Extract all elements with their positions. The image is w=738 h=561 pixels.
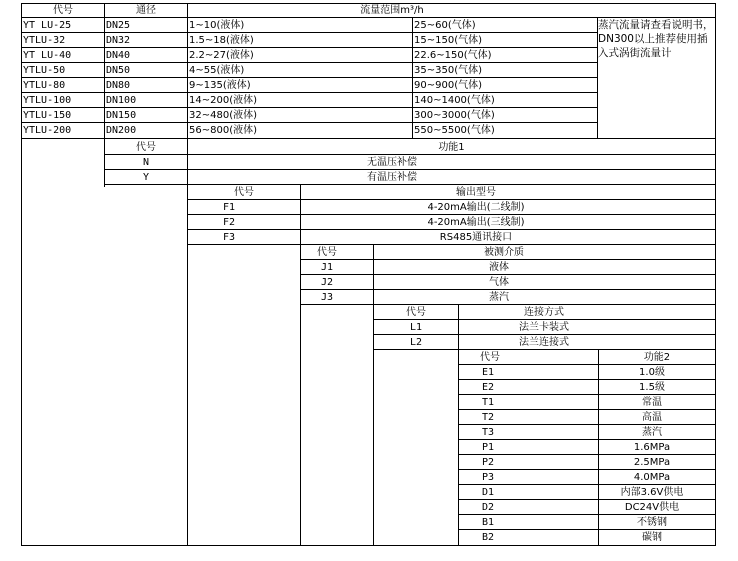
function1-code-header: 代号 bbox=[136, 142, 156, 153]
grid-line bbox=[21, 32, 598, 33]
grid-line bbox=[458, 364, 716, 365]
function2-desc: 常温 bbox=[642, 397, 662, 408]
function2-code: B2 bbox=[481, 532, 495, 543]
medium-desc: 气体 bbox=[489, 277, 509, 288]
bore-value: DN40 bbox=[106, 50, 131, 61]
liquid-range: 32~480(液体) bbox=[189, 110, 257, 121]
liquid-range: 1~10(液体) bbox=[189, 20, 245, 31]
function1-desc: 无温压补偿 bbox=[367, 157, 417, 168]
function2-code-header: 代号 bbox=[480, 352, 500, 363]
function2-desc: 1.5级 bbox=[639, 382, 665, 393]
medium-desc: 液体 bbox=[489, 262, 509, 273]
grid-line bbox=[21, 77, 598, 78]
grid-line bbox=[458, 394, 716, 395]
connection-header: 连接方式 bbox=[524, 307, 564, 318]
grid-line bbox=[21, 62, 598, 63]
function2-desc: DC24V供电 bbox=[624, 502, 680, 513]
output-code: F3 bbox=[222, 232, 236, 243]
function2-desc: 碳钢 bbox=[642, 532, 662, 543]
table-border bbox=[21, 545, 716, 546]
grid-line bbox=[458, 484, 716, 485]
model-code: YTLU-150 bbox=[23, 110, 72, 121]
bore-value: DN25 bbox=[106, 20, 131, 31]
function2-code: E1 bbox=[481, 367, 495, 378]
medium-code: J3 bbox=[320, 292, 334, 303]
header-flow-range: 流量范围m³/h bbox=[360, 5, 424, 16]
grid-line bbox=[104, 184, 716, 185]
grid-line bbox=[597, 17, 598, 139]
function2-desc: 2.5MPa bbox=[633, 457, 671, 468]
grid-line bbox=[21, 138, 716, 139]
function2-desc: 不锈钢 bbox=[637, 517, 667, 528]
grid-line bbox=[458, 499, 716, 500]
grid-line bbox=[458, 454, 716, 455]
function2-desc: 内部3.6V供电 bbox=[620, 487, 684, 498]
grid-line bbox=[21, 92, 598, 93]
grid-line bbox=[104, 154, 716, 155]
function2-header: 功能2 bbox=[643, 352, 671, 363]
model-code: YTLU-100 bbox=[23, 95, 72, 106]
function1-code: N bbox=[142, 157, 150, 168]
grid-line bbox=[300, 184, 301, 546]
grid-line bbox=[21, 47, 598, 48]
function2-code: T2 bbox=[481, 412, 495, 423]
grid-line bbox=[187, 214, 716, 215]
grid-line bbox=[104, 169, 716, 170]
function2-desc: 高温 bbox=[642, 412, 662, 423]
gas-range: 25~60(气体) bbox=[414, 20, 476, 31]
gas-range: 550~5500(气体) bbox=[414, 125, 495, 136]
medium-code: J1 bbox=[320, 262, 334, 273]
grid-line bbox=[373, 334, 716, 335]
bore-value: DN100 bbox=[106, 95, 137, 106]
output-header: 输出型号 bbox=[456, 187, 496, 198]
gas-range: 140~1400(气体) bbox=[414, 95, 495, 106]
output-code-header: 代号 bbox=[234, 187, 254, 198]
function2-code: E2 bbox=[481, 382, 495, 393]
bore-value: DN50 bbox=[106, 65, 131, 76]
grid-line bbox=[300, 304, 716, 305]
grid-line bbox=[300, 259, 716, 260]
grid-line bbox=[300, 289, 716, 290]
function2-desc: 1.0级 bbox=[639, 367, 665, 378]
bore-value: DN200 bbox=[106, 125, 137, 136]
grid-line bbox=[187, 199, 716, 200]
grid-line bbox=[412, 17, 413, 139]
liquid-range: 1.5~18(液体) bbox=[189, 35, 254, 46]
function2-desc: 1.6MPa bbox=[633, 442, 671, 453]
function2-desc: 蒸汽 bbox=[642, 427, 662, 438]
connection-code: L2 bbox=[409, 337, 423, 348]
model-code: YT LU-40 bbox=[23, 50, 72, 61]
function2-code: P1 bbox=[481, 442, 495, 453]
model-code: YTLU-200 bbox=[23, 125, 72, 136]
gas-range: 300~3000(气体) bbox=[414, 110, 495, 121]
connection-desc: 法兰连接式 bbox=[519, 337, 569, 348]
grid-line bbox=[21, 122, 598, 123]
function2-code: T1 bbox=[481, 397, 495, 408]
function2-code: D2 bbox=[481, 502, 495, 513]
table-border bbox=[21, 3, 716, 4]
bore-value: DN80 bbox=[106, 80, 131, 91]
grid-line bbox=[187, 244, 716, 245]
bore-value: DN32 bbox=[106, 35, 131, 46]
output-desc: 4-20mA输出(三线制) bbox=[427, 217, 525, 228]
grid-line bbox=[187, 229, 716, 230]
output-desc: RS485通讯接口 bbox=[439, 232, 513, 243]
medium-code: J2 bbox=[320, 277, 334, 288]
grid-line bbox=[458, 439, 716, 440]
gas-range: 15~150(气体) bbox=[414, 35, 482, 46]
grid-line bbox=[458, 409, 716, 410]
liquid-range: 56~800(液体) bbox=[189, 125, 257, 136]
function2-code: B1 bbox=[481, 517, 495, 528]
grid-line bbox=[104, 3, 105, 187]
header-bore: 通径 bbox=[136, 5, 156, 16]
grid-line bbox=[458, 469, 716, 470]
function2-code: T3 bbox=[481, 427, 495, 438]
grid-line bbox=[458, 379, 716, 380]
gas-range: 90~900(气体) bbox=[414, 80, 482, 91]
connection-code: L1 bbox=[409, 322, 423, 333]
grid-line bbox=[300, 274, 716, 275]
output-code: F2 bbox=[222, 217, 236, 228]
connection-desc: 法兰卡装式 bbox=[519, 322, 569, 333]
steam-note: 蒸汽流量请查看说明书，DN300以上推荐使用插入式涡街流量计 bbox=[598, 19, 714, 59]
table-border bbox=[21, 3, 22, 546]
bore-value: DN150 bbox=[106, 110, 137, 121]
grid-line bbox=[373, 349, 716, 350]
function1-header: 功能1 bbox=[438, 142, 465, 153]
grid-line bbox=[458, 529, 716, 530]
gas-range: 35~350(气体) bbox=[414, 65, 482, 76]
grid-line bbox=[458, 514, 716, 515]
liquid-range: 14~200(液体) bbox=[189, 95, 257, 106]
medium-desc: 蒸汽 bbox=[489, 292, 509, 303]
model-code: YT LU-25 bbox=[23, 20, 72, 31]
function2-code: P3 bbox=[481, 472, 495, 483]
liquid-range: 2.2~27(液体) bbox=[189, 50, 254, 61]
medium-header: 被测介质 bbox=[484, 247, 524, 258]
model-code: YTLU-32 bbox=[23, 35, 66, 46]
function1-desc: 有温压补偿 bbox=[367, 172, 417, 183]
model-code: YTLU-80 bbox=[23, 80, 66, 91]
function2-desc: 4.0MPa bbox=[633, 472, 671, 483]
output-desc: 4-20mA输出(二线制) bbox=[427, 202, 525, 213]
function2-code: P2 bbox=[481, 457, 495, 468]
model-code: YTLU-50 bbox=[23, 65, 66, 76]
gas-range: 22.6~150(气体) bbox=[414, 50, 492, 61]
function2-code: D1 bbox=[481, 487, 495, 498]
header-code: 代号 bbox=[53, 5, 73, 16]
grid-line bbox=[21, 107, 598, 108]
function1-code: Y bbox=[142, 172, 150, 183]
grid-line bbox=[373, 319, 716, 320]
grid-line bbox=[458, 424, 716, 425]
grid-line bbox=[458, 304, 459, 546]
output-code: F1 bbox=[222, 202, 236, 213]
medium-code-header: 代号 bbox=[317, 247, 337, 258]
grid-line bbox=[21, 17, 716, 18]
liquid-range: 9~135(液体) bbox=[189, 80, 251, 91]
grid-line bbox=[187, 3, 188, 546]
connection-code-header: 代号 bbox=[406, 307, 426, 318]
liquid-range: 4~55(液体) bbox=[189, 65, 245, 76]
